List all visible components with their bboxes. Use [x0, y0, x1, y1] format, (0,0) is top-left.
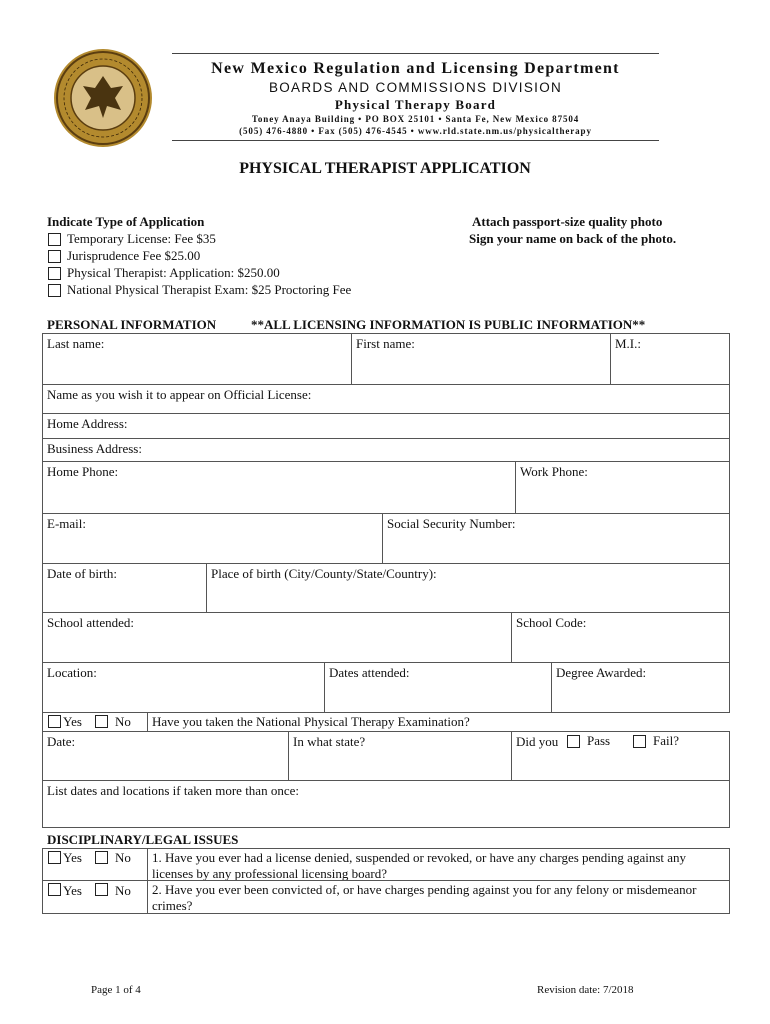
location-label: Location: [47, 665, 97, 680]
board-address: Toney Anaya Building • PO BOX 25101 • Santa Fe, New Mexico 87504 [251, 114, 580, 124]
exam-date-label: Date: [47, 734, 76, 749]
email-field[interactable] [42, 513, 383, 564]
board-contact: (505) 476-4880 • Fax (505) 476-4545 • www.rld.state.nm.us/physicaltherapy [239, 126, 592, 136]
home-address-label: Home Address: [47, 416, 128, 431]
business-address-field[interactable] [42, 438, 730, 462]
q2-yes-label: Yes [63, 883, 82, 898]
exam-history-label: List dates and locations if taken more than once: [47, 783, 299, 798]
degree-field[interactable] [551, 662, 730, 713]
q1-yes-checkbox[interactable] [48, 851, 61, 864]
exam-history-field[interactable] [42, 780, 730, 828]
work-phone-field[interactable] [515, 461, 730, 514]
school-code-label: School Code: [516, 615, 587, 630]
department-name: New Mexico Regulation and Licensing Department [211, 60, 620, 77]
header-rule-top [172, 53, 659, 54]
home-address-field[interactable] [42, 413, 730, 439]
q1-no-checkbox[interactable] [95, 851, 108, 864]
school-label: School attended: [47, 615, 135, 630]
middle-initial-label: M.I.: [615, 336, 641, 351]
temporary-license-checkbox[interactable] [48, 233, 61, 246]
page-number: Page 1 of 4 [91, 984, 141, 996]
license-name-label: Name as you wish it to appear on Official License: [47, 387, 312, 402]
division-name: BOARDS AND COMMISSIONS DIVISION [268, 80, 563, 95]
q2-text-cell [147, 880, 730, 914]
dob-field[interactable] [42, 563, 207, 613]
exam-fail-label: Fail? [653, 733, 679, 748]
q1-yes-label: Yes [63, 850, 82, 865]
exam-state-field[interactable] [288, 731, 512, 781]
q1-no-label: No [115, 850, 131, 865]
temporary-license-label: Temporary License: Fee $35 [67, 231, 216, 246]
exam-state-label: In what state? [293, 734, 366, 749]
email-label: E-mail: [47, 516, 86, 531]
exam-no-checkbox[interactable] [95, 715, 108, 728]
exam-yes-checkbox[interactable] [48, 715, 61, 728]
jurisprudence-checkbox[interactable] [48, 250, 61, 263]
location-field[interactable] [42, 662, 325, 713]
dates-attended-label: Dates attended: [329, 665, 410, 680]
dates-attended-field[interactable] [324, 662, 552, 713]
last-name-field[interactable] [42, 333, 352, 385]
dob-label: Date of birth: [47, 566, 118, 581]
exam-fail-checkbox[interactable] [633, 735, 646, 748]
school-field[interactable] [42, 612, 512, 663]
exam-pass-label: Pass [587, 733, 611, 748]
state-seal-icon [53, 48, 153, 148]
exam-date-field[interactable] [42, 731, 289, 781]
home-phone-field[interactable] [42, 461, 516, 514]
photo-note-line2: Sign your name on back of the photo. [469, 231, 677, 246]
place-of-birth-label: Place of birth (City/County/State/Country): [211, 566, 437, 581]
place-of-birth-field[interactable] [206, 563, 730, 613]
first-name-field[interactable] [351, 333, 611, 385]
exam-pass-checkbox[interactable] [567, 735, 580, 748]
work-phone-label: Work Phone: [520, 464, 588, 479]
national-exam-checkbox[interactable] [48, 284, 61, 297]
application-type-heading: Indicate Type of Application [47, 214, 205, 229]
ssn-field[interactable] [382, 513, 730, 564]
header-rule-bottom [172, 140, 659, 141]
exam-no-label: No [115, 714, 131, 729]
exam-yes-label: Yes [63, 714, 82, 729]
physical-therapist-checkbox[interactable] [48, 267, 61, 280]
last-name-label: Last name: [47, 336, 105, 351]
license-name-field[interactable] [42, 384, 730, 414]
page-title: PHYSICAL THERAPIST APPLICATION [239, 160, 531, 177]
school-code-field[interactable] [511, 612, 730, 663]
did-you-label: Did you [516, 734, 559, 749]
national-exam-label: National Physical Therapist Exam: $25 Proctoring Fee [67, 282, 352, 297]
ssn-label: Social Security Number: [387, 516, 516, 531]
exam-question-text: Have you taken the National Physical Therapy Examination? [152, 714, 470, 729]
disciplinary-heading: DISCIPLINARY/LEGAL ISSUES [47, 832, 239, 847]
exam-question-cell [147, 712, 730, 732]
q2-text: 2. Have you ever been convicted of, or have charges pending against you for any felony or misdemeanor crimes? [152, 882, 697, 913]
exam-result-cell [511, 731, 730, 781]
home-phone-label: Home Phone: [47, 464, 119, 479]
photo-note-line1: Attach passport-size quality photo [472, 214, 663, 229]
revision-date: Revision date: 7/2018 [537, 984, 634, 996]
business-address-label: Business Address: [47, 441, 142, 456]
q1-text-cell [147, 848, 730, 881]
q2-yes-checkbox[interactable] [48, 883, 61, 896]
q2-no-checkbox[interactable] [95, 883, 108, 896]
degree-label: Degree Awarded: [556, 665, 647, 680]
jurisprudence-label: Jurisprudence Fee $25.00 [67, 248, 201, 263]
personal-info-heading: PERSONAL INFORMATION [47, 317, 217, 332]
board-name: Physical Therapy Board [334, 97, 497, 112]
q2-no-label: No [115, 883, 131, 898]
q1-text: 1. Have you ever had a license denied, suspended or revoked, or have any charges pending against any licenses by any professional licensing board? [152, 850, 687, 881]
first-name-label: First name: [356, 336, 415, 351]
middle-initial-field[interactable] [610, 333, 730, 385]
physical-therapist-label: Physical Therapist: Application: $250.00 [67, 265, 280, 280]
public-info-notice: **ALL LICENSING INFORMATION IS PUBLIC INFORMATION** [251, 317, 646, 332]
